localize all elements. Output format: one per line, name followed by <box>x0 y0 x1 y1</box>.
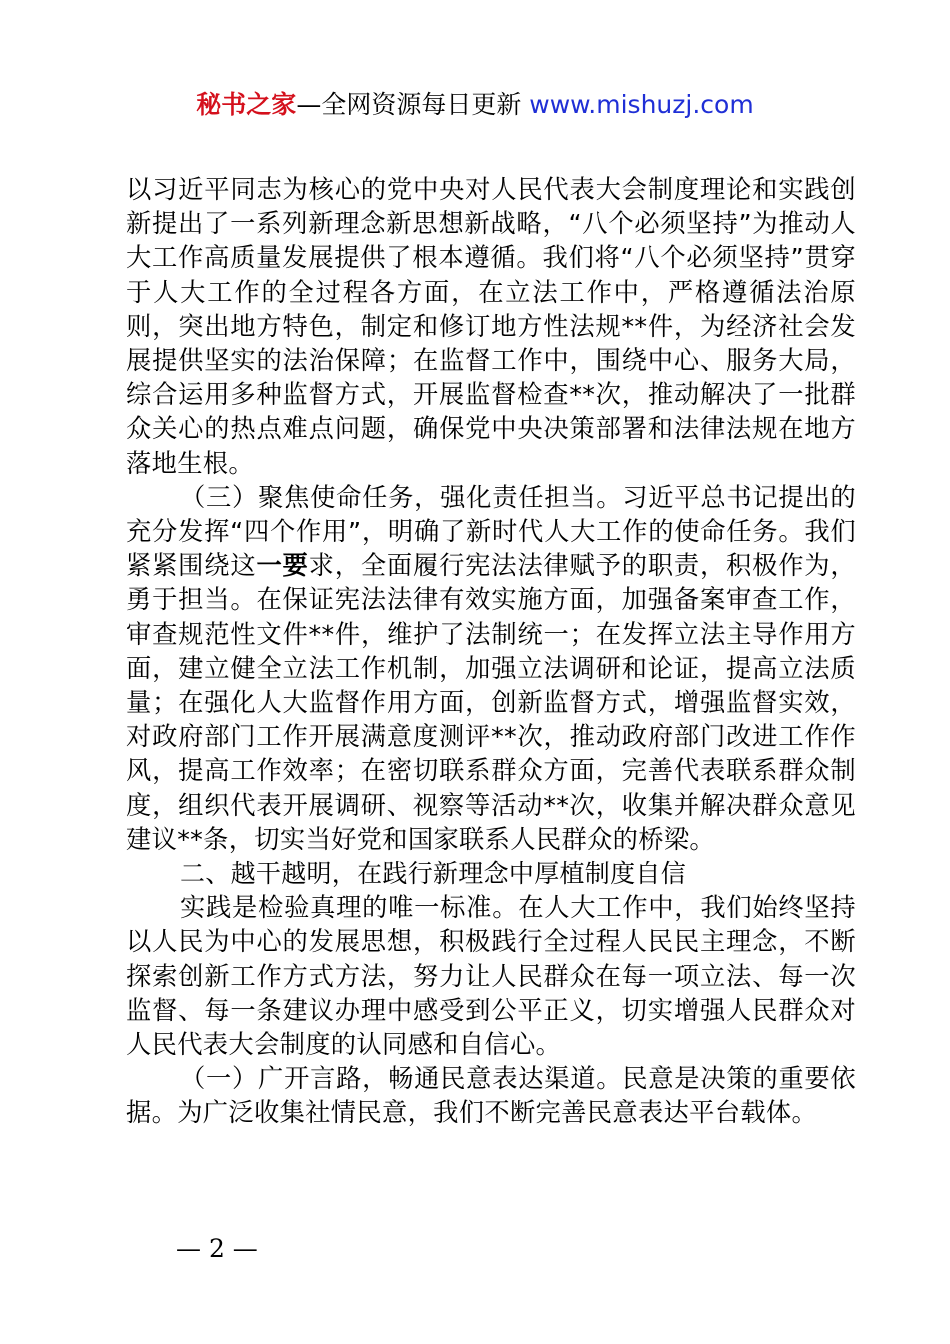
section-heading-2: 二、越干越明，在践行新理念中厚植制度自信 <box>180 859 687 889</box>
paragraph-2-bold: 一要 <box>256 551 309 581</box>
site-tagline: —全网资源每日更新 <box>296 90 530 119</box>
paragraph-4: （一）广开言路，畅通民意表达渠道。民意是决策的重要依据。为广泛收集社情民意，我们不断完善民意表达平台载体。 <box>126 1064 856 1128</box>
paragraph-2 <box>126 481 856 857</box>
document-body <box>126 173 856 1131</box>
paragraph-3: 实践是检验真理的唯一标准。在人大工作中，我们始终坚持以人民为中心的发展思想，积极践行全过程人民民主理念，不断探索创新工作方式方法，努力让人民群众在每一项立法、每一次监督、每一条建议办理中感受到公平正义，切实增强人民群众对人民代表大会制度的认同感和自信心。 <box>126 893 856 1060</box>
paragraph-2-text-a: （三）聚焦使命任务，强化责任担当。习近平总书记提出的充分发挥“四个作用”，明确了新时代人大工作的使命任务。我们紧紧围绕这 <box>126 482 856 581</box>
site-name: 秘书之家 <box>196 90 297 119</box>
site-url[interactable]: www.mishuzj.com <box>529 90 754 119</box>
page-number: — 2 — <box>176 1234 258 1263</box>
site-header <box>0 88 950 122</box>
paragraph-1: 以习近平同志为核心的党中央对人民代表大会制度理论和实践创新提出了一系列新理念新思想新战略，“八个必须坚持”为推动人大工作高质量发展提供了根本遵循。我们将“八个必须坚持”贯穿于人大工作的全过程各方面，在立法工作中，严格遵循法治原则，突出地方特色，制定和修订地方性法规**件，为经济社会发展提供坚实的法治保障；在监督工作中，围绕中心、服务大局，综合运用多种监督方式，开展监督检查**次，推动解决了一批群众关心的热点难点问题，确保党中央决策部署和法律法规在地方落地生根。 <box>126 175 856 478</box>
paragraph-2-text-b: 求，全面履行宪法法律赋予的职责，积极作为，勇于担当。在保证宪法法律有效实施方面，加强备案审查工作，审查规范性文件**件，维护了法制统一；在发挥立法主导作用方面，建立健全立法工作机制，加强立法调研和论证，提高立法质量；在强化人大监督作用方面，创新监督方式，增强监督实效，对政府部门工作开展满意度测评**次，推动政府部门改进工作作风，提高工作效率；在密切联系群众方面，完善代表联系群众制度，组织代表开展调研、视察等活动**次，收集并解决群众意见建议**条，切实当好党和国家联系人民群众的桥梁。 <box>126 551 856 854</box>
